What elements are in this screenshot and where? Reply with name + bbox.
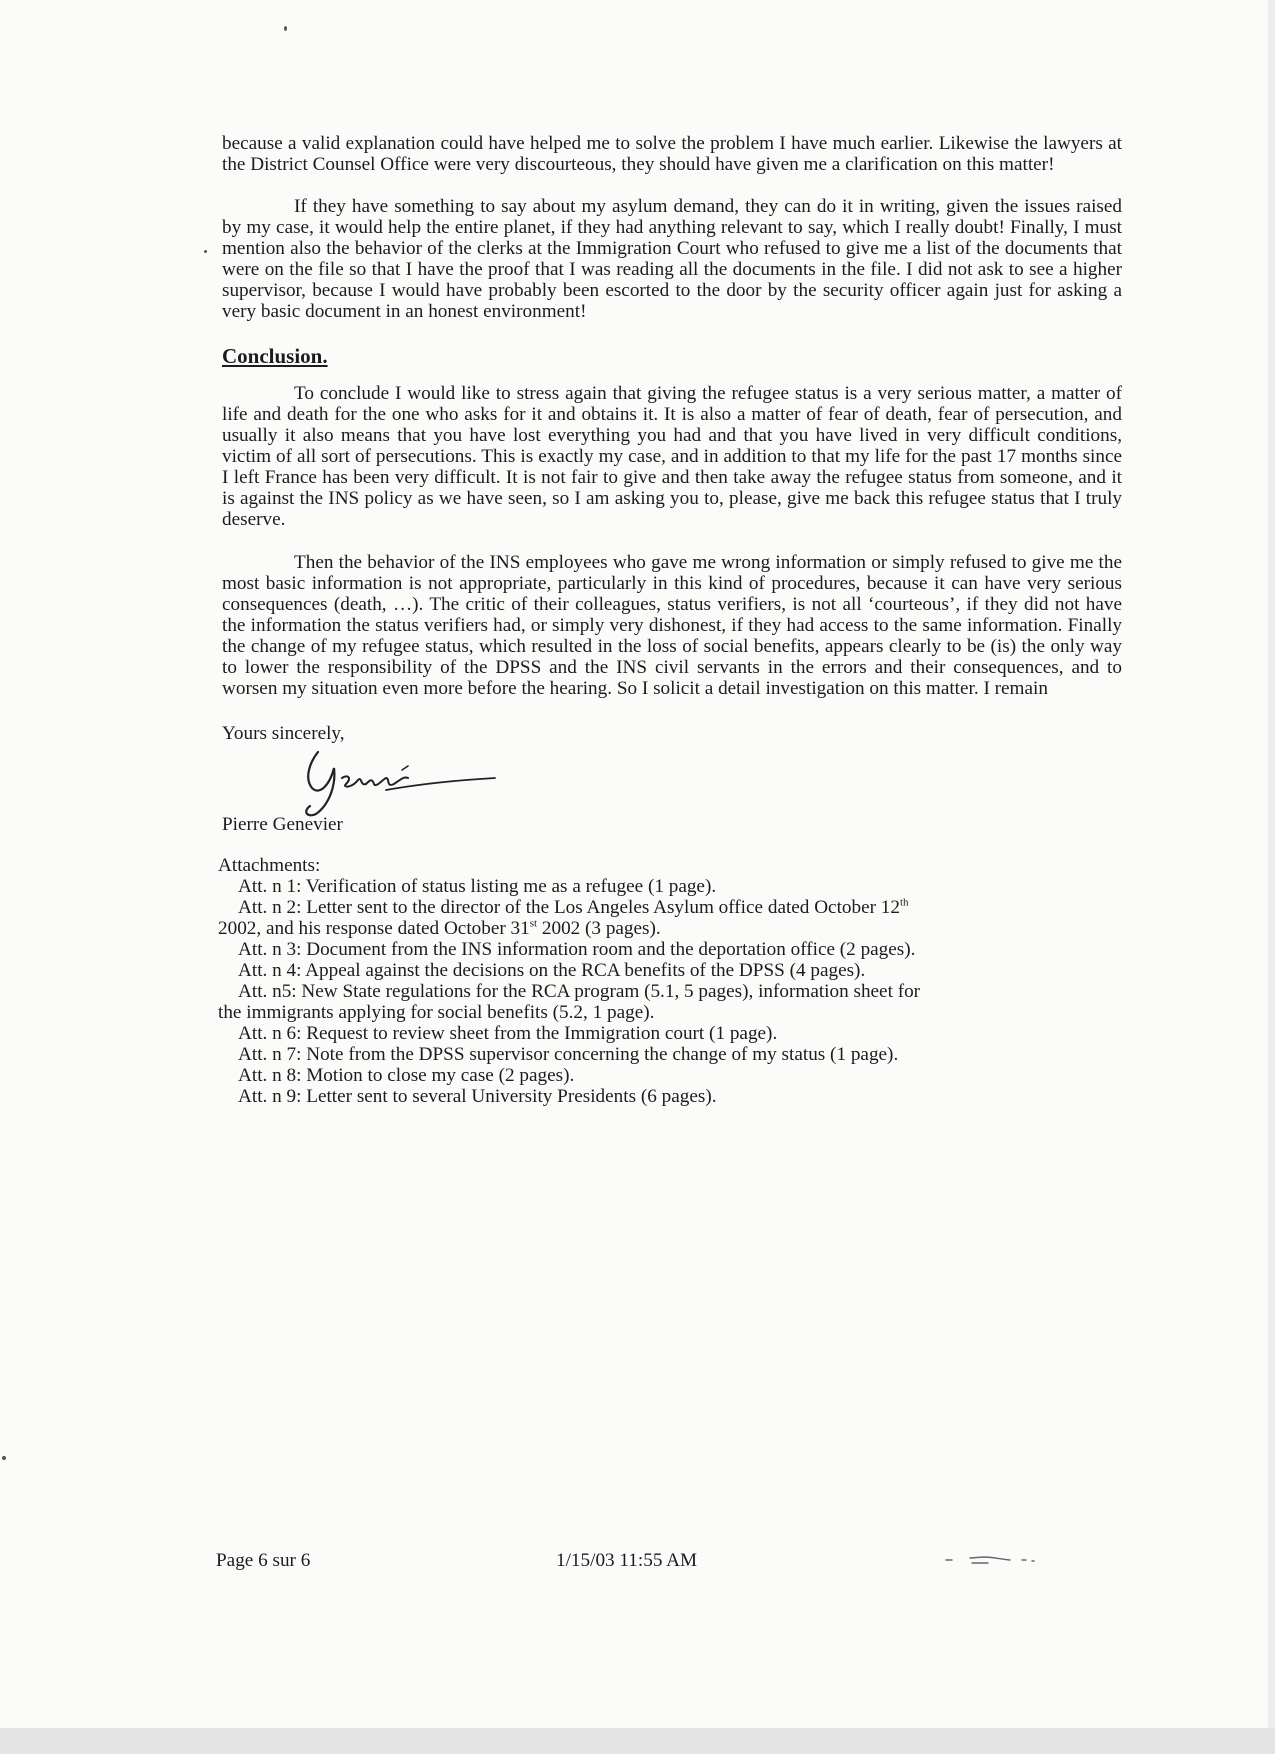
scan-edge-right: [1268, 0, 1275, 1754]
attachment-item: Att. n 8: Motion to close my case (2 pages).: [238, 1065, 575, 1086]
letter-body: [218, 133, 1122, 1107]
attachments-list: [218, 876, 1122, 1107]
attachment-item: Att. n5: New State regulations for the RCA program (5.1, 5 pages), information sheet for: [238, 981, 921, 1002]
section-heading-conclusion: Conclusion.: [222, 344, 328, 368]
attachment-item: Att. n 4: Appeal against the decisions on the RCA benefits of the DPSS (4 pages).: [238, 960, 866, 981]
handwritten-signature: [290, 744, 550, 814]
attachment-item-continued: [218, 918, 1122, 939]
attachment-item: Att. n 9: Letter sent to several University Presidents (6 pages).: [238, 1086, 717, 1107]
footer-page-number: Page 6 sur 6: [216, 1550, 311, 1571]
attachment-item-text: 2002 (3 pages).: [537, 918, 661, 939]
scan-edge-bottom: [0, 1728, 1275, 1754]
attachment-item-text: 2002, and his response dated October 31: [218, 918, 530, 939]
ordinal-suffix: th: [899, 896, 909, 909]
attachment-item: Att. n 3: Document from the INS information room and the deportation office (2 pages).: [238, 939, 916, 960]
paragraph-intro: because a valid explanation could have helped me to solve the problem I have much earlier. Likewise the lawyers at the District Counsel Office were very discourteous, they should have given me a clarification on this matter!: [222, 133, 1122, 175]
scan-speck: [2, 1456, 6, 1460]
attachment-item-text: Att. n 2: Letter sent to the director of the Los Angeles Asylum office dated October 12: [238, 897, 900, 918]
ordinal-suffix: st: [529, 917, 538, 930]
attachment-item-continued: the immigrants applying for social benefits (5.2, 1 page).: [218, 1002, 655, 1023]
paragraph-ins-behavior: Then the behavior of the INS employees who gave me wrong information or simply refused to give me the most basic information is not appropriate, particularly in this kind of procedures, because it can have very serious consequences (death, …). The critic of their colleagues, status verifiers, is not all ‘courteous’, if they did not have the information the status verifiers had, or simply very dishonest, if they had access to the same information. Finally the change of my refugee status, which resulted in the loss of social benefits, appears clearly to be (is) the only way to lower the responsibility of the DPSS and the INS civil servants in the errors and their consequences, and to worsen my situation even more before the hearing. So I solicit a detail investigation on this matter. I remain: [222, 552, 1122, 699]
paragraph-asylum-demand: If they have something to say about my asylum demand, they can do it in writing, given the issues raised by my case, it would help the entire planet, if they had anything relevant to say, which I really doubt! Finally, I must mention also the behavior of the clerks at the Immigration Court who refused to give me a list of the documents that were on the file so that I have the proof that I was reading all the documents in the file. I did not ask to see a higher supervisor, because I would have probably been escorted to the door by the security officer again just for asking a very basic document in an honest environment!: [222, 196, 1122, 322]
attachment-item: Att. n 1: Verification of status listing me as a refugee (1 page).: [238, 876, 717, 897]
footer-timestamp: 1/15/03 11:55 AM: [556, 1550, 698, 1571]
scan-speck: [204, 250, 207, 253]
attachment-item: Att. n 7: Note from the DPSS supervisor concerning the change of my status (1 page).: [238, 1044, 899, 1065]
scan-smudge: [940, 1548, 1040, 1568]
paragraph-conclusion: To conclude I would like to stress again that giving the refugee status is a very serious matter, a matter of life and death for the one who asks for it and obtains it. It is also a matter of fear of death, fear of persecution, and usually it also means that you have lost everything you had and that you have lived in very difficult conditions, victim of all sort of persecutions. This is exactly my case, and in addition to that my life for the past 17 months since I left France has been very difficult. It is not fair to give and then take away the refugee status from someone, and it is against the INS policy as we have seen, so I am asking you to, please, give me back this refugee status that I truly deserve.: [222, 383, 1122, 530]
attachment-item: Att. n 6: Request to review sheet from the Immigration court (1 page).: [238, 1023, 778, 1044]
scan-speck: [284, 26, 287, 31]
attachment-item: [218, 897, 1122, 918]
closing-salutation: Yours sincerely,: [222, 723, 345, 744]
attachments-heading: Attachments:: [218, 855, 321, 876]
signer-name: Pierre Genevier: [222, 814, 343, 835]
